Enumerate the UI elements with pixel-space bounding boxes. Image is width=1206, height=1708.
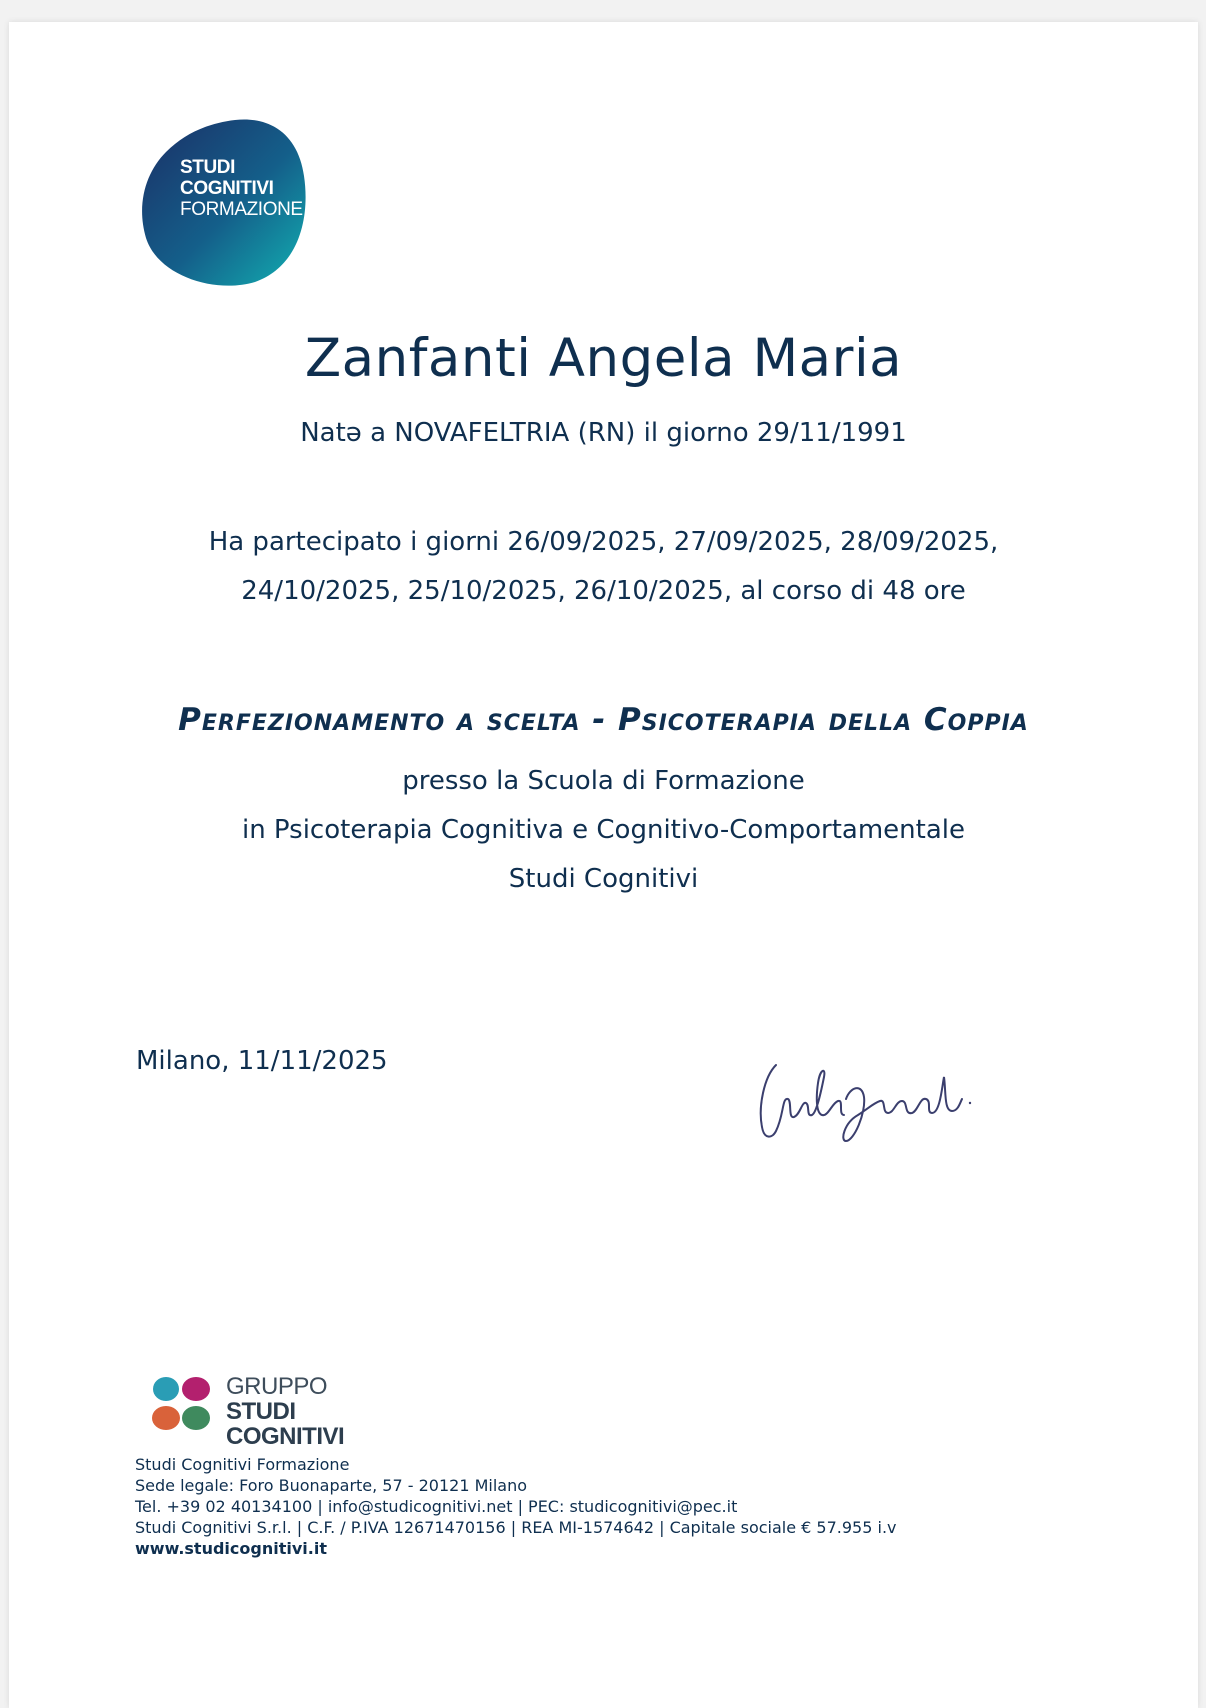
group-line-studi-cognitivi: STUDI COGNITIVI — [226, 1398, 345, 1450]
gruppo-studi-cognitivi-logo — [152, 1373, 412, 1450]
logo-line-cognitivi: COGNITIVI — [180, 178, 274, 199]
attendance-line-2: 24/10/2025, 25/10/2025, 26/10/2025, al corso di 48 ore — [241, 576, 966, 606]
footer-address: Sede legale: Foro Buonaparte, 57 - 20121 Milano — [135, 1476, 528, 1495]
school-line-2: in Psicoterapia Cognitiva e Cognitivo-Comportamentale — [241, 815, 966, 845]
course-title: Perfezionamento a scelta - Psicoterapia della Coppia — [178, 702, 1029, 738]
logo-line-studi: STUDI — [180, 157, 236, 178]
footer-info — [135, 1454, 1135, 1559]
birth-info: Natə a NOVAFELTRIA (RN) il giorno 29/11/1991 — [300, 418, 907, 448]
studi-cognitivi-formazione-logo — [140, 116, 318, 288]
footer-company: Studi Cognitivi Formazione — [135, 1455, 350, 1474]
school-line-1: presso la Scuola di Formazione — [402, 766, 805, 796]
four-dots-logo-icon — [152, 1374, 218, 1434]
certificate-page — [9, 22, 1198, 1708]
footer-website-link[interactable]: www.studicognitivi.it — [135, 1539, 327, 1558]
group-wordmark — [226, 1374, 412, 1449]
group-line-gruppo: GRUPPO — [226, 1373, 328, 1400]
signature — [754, 1057, 984, 1147]
logo-wordmark — [180, 157, 303, 220]
school-line-3: Studi Cognitivi — [508, 864, 699, 894]
place-and-date: Milano, 11/11/2025 — [136, 1046, 388, 1076]
recipient-name: Zanfanti Angela Maria — [304, 328, 903, 389]
footer-legal: Studi Cognitivi S.r.l. | C.F. / P.IVA 12671470156 | REA MI-1574642 | Capitale sociale € 57.955 i.v — [135, 1518, 897, 1537]
attendance-line-1: Ha partecipato i giorni 26/09/2025, 27/09/2025, 28/09/2025, — [208, 527, 999, 557]
logo-line-formazione: FORMAZIONE — [180, 199, 303, 220]
footer-contacts: Tel. +39 02 40134100 | info@studicognitivi.net | PEC: studicognitivi@pec.it — [135, 1497, 738, 1516]
